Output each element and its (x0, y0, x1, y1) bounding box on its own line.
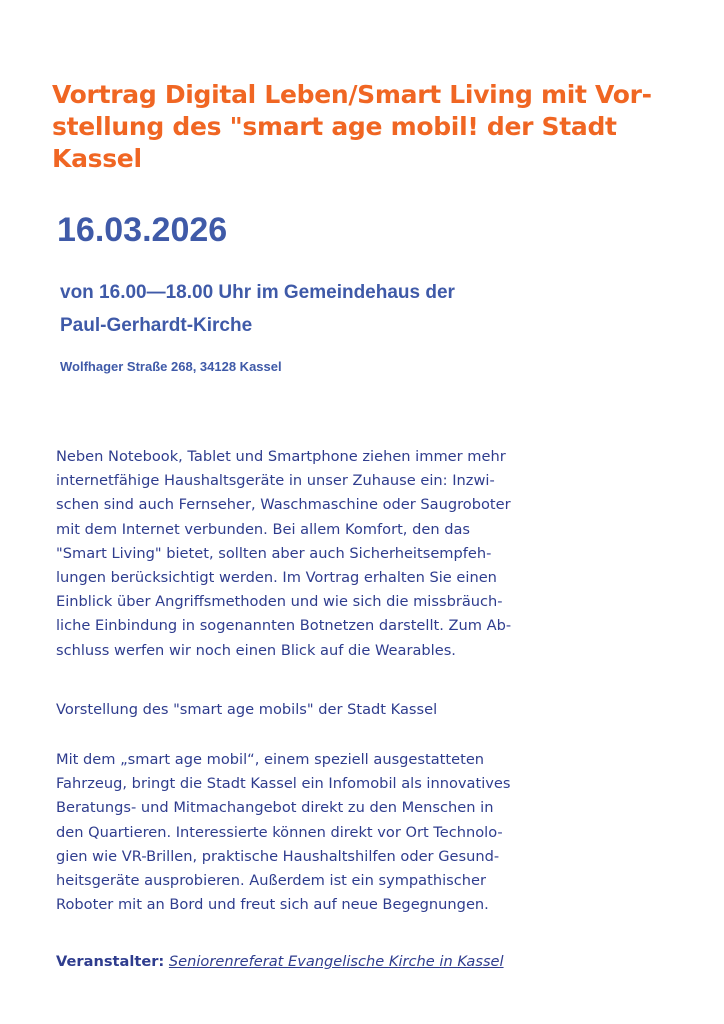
smart-age-mobil-paragraph (56, 748, 676, 917)
organizer-link[interactable]: Seniorenreferat Evangelische Kirche in Kassel (168, 953, 504, 970)
paragraph-line: heitsgeräte ausprobieren. Außerdem ist ein sympathischer (56, 872, 487, 890)
paragraph-line: Vorstellung des "smart age mobils" der Stadt Kassel (56, 701, 438, 718)
paragraph-line: Beratungs- und Mitmachangebot direkt zu den Menschen in (56, 799, 494, 817)
event-date: 16.03.2026 (57, 211, 228, 249)
organizer-line (56, 950, 504, 974)
event-title-line: Vortrag Digital Leben/Smart Living mit Vor- (52, 80, 652, 109)
paragraph-line: Einblick über Angriffsmethoden und wie sich die missbräuch- (56, 593, 503, 611)
event-title-line: stellung des "smart age mobil! der Stadt (52, 112, 617, 141)
paragraph-line: gien wie VR-Brillen, praktische Haushaltshilfen oder Gesund- (56, 847, 500, 865)
section-subheading (56, 698, 676, 722)
event-time-location (60, 276, 660, 342)
event-time-location-line: von 16.00—18.00 Uhr im Gemeindehaus der (60, 282, 455, 303)
paragraph-line: Fahrzeug, bringt die Stadt Kassel ein Infomobil als innovatives (56, 775, 511, 793)
intro-paragraph (56, 445, 676, 663)
paragraph-line: den Quartieren. Interessierte können direkt vor Ort Technolo- (56, 823, 503, 841)
paragraph-line: Mit dem „smart age mobil“, einem speziell ausgestatteten (56, 751, 485, 768)
paragraph-line: Neben Notebook, Tablet und Smartphone ziehen immer mehr (56, 448, 506, 465)
paragraph-line: liche Einbindung in sogenannten Botnetzen darstellt. Zum Ab- (56, 617, 512, 635)
paragraph-line: mit dem Internet verbunden. Bei allem Komfort, den das (56, 520, 471, 538)
paragraph-line: Roboter mit an Bord und freut sich auf neue Begegnungen. (56, 896, 489, 914)
event-title (52, 79, 712, 175)
organizer-label: Veranstalter: (56, 953, 165, 970)
event-address: Wolfhager Straße 268, 34128 Kassel (60, 359, 282, 374)
paragraph-line: schluss werfen wir noch einen Blick auf die Wearables. (56, 641, 456, 659)
paragraph-line: "Smart Living" bietet, sollten aber auch Sicherheitsempfeh- (56, 544, 492, 562)
paragraph-line: schen sind auch Fernseher, Waschmaschine oder Saugroboter (56, 496, 511, 514)
paragraph-line: lungen berücksichtigt werden. Im Vortrag erhalten Sie einen (56, 569, 497, 587)
event-time-location-line: Paul-Gerhardt-Kirche (60, 315, 253, 336)
paragraph-line: internetfähige Haushaltsgeräte in unser Zuhause ein: Inzwi- (56, 472, 495, 490)
event-title-line: Kassel (52, 144, 142, 173)
